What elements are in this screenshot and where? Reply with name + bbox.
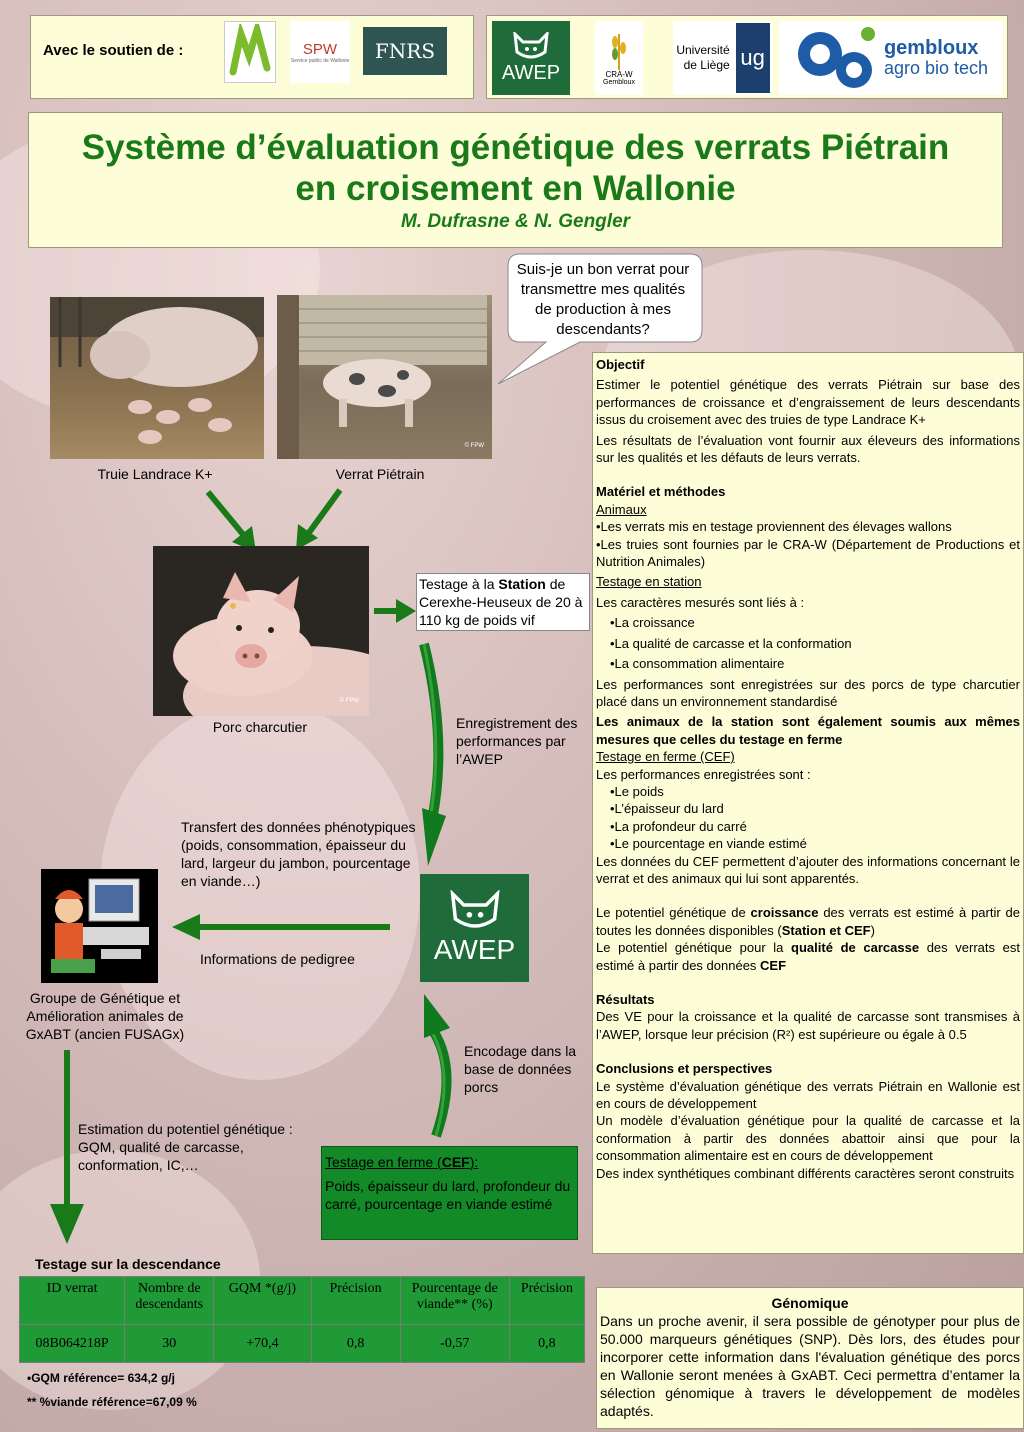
station-intro: Les caractères mesurés sont liés à :: [596, 594, 805, 610]
genomique-title: Génomique: [771, 1295, 849, 1311]
station-text-pre: Testage à la: [419, 576, 499, 592]
cef-item: •Le poids: [610, 783, 664, 799]
pig-photo-copyright: © FPW: [339, 698, 359, 704]
spw-logo: [290, 21, 350, 83]
resultats-title: Résultats: [596, 992, 655, 1007]
table-cell: 0,8: [311, 1325, 400, 1363]
awep-logo: [492, 21, 570, 95]
conclusions-item: Des index synthétiques combinant différents caractères seront construits: [596, 1165, 1015, 1181]
animaux-item: •Les truies sont fournies par le CRA-W (Département de Productions et Nutrition Animales): [596, 536, 1020, 570]
table-note-1: •GQM référence= 634,2 g/j: [27, 1371, 175, 1385]
station-item: •La croissance: [610, 615, 695, 631]
cef-title: Testage en ferme (CEF): [596, 749, 735, 765]
cef-title-pre: Testage en ferme (: [325, 1154, 442, 1170]
fattening-pig-photo: [153, 546, 369, 716]
fnrs-logo: [363, 27, 447, 75]
gembloux-mark-icon: [794, 24, 878, 92]
objectif-p1: Estimer le potentiel génétique des verrats Piétrain sur base des performances de croissance et d’engraissement de leurs descendants issus du croisement avec des truies de type Landrace K+: [596, 377, 1020, 428]
title-line-2: en croisement en Wallonie: [295, 169, 736, 208]
resultats-paragraph: Des VE pour la croissance et la qualité de carcasse sont transmises à l’AWEP, lorsque leur précision (R²) est supérieure ou égale à 0.5: [596, 1009, 1020, 1042]
ulg-text-2: de Liège: [683, 58, 730, 72]
table-cell: 0,8: [509, 1325, 584, 1363]
pig-face-icon: [511, 32, 551, 62]
ulg-text-1: Université: [676, 43, 730, 57]
station-bold: Les animaux de la station sont également soumis aux mêmes mesures que celles du testage en ferme: [596, 714, 1020, 747]
pg2-b: qualité de carcasse: [791, 940, 920, 956]
encodage-label: Encodage dans la base de données porcs: [464, 1043, 577, 1095]
table-header-cell: Pourcentage de viande** (%): [400, 1277, 509, 1325]
table-note-2: ** %viande référence=67,09 %: [27, 1395, 197, 1409]
cef-title-post: ):: [469, 1154, 479, 1170]
cef-item: •La profondeur du carré: [610, 818, 747, 834]
gembloux-logo: [779, 21, 1003, 95]
table-title: Testage sur la descendance: [35, 1256, 221, 1272]
station-item: •La consommation alimentaire: [610, 656, 785, 672]
pg2-c: des verrats est estimé à partir des données: [596, 940, 1020, 973]
craw-logo: [595, 21, 643, 95]
conclusions-title: Conclusions et perspectives: [596, 1061, 773, 1077]
boar-photo: [277, 295, 492, 459]
table-header-row: [20, 1277, 585, 1325]
craw-subtext: Gembloux: [603, 79, 635, 86]
pedigree-label: Informations de pedigree: [200, 951, 355, 967]
spw-text: SPW: [302, 40, 338, 58]
arrow-boar-to-pig: [286, 484, 356, 554]
computer-illustration: [41, 869, 158, 983]
genomique-panel: [596, 1287, 1024, 1429]
table-cell: +70,4: [214, 1325, 311, 1363]
support-label: Avec le soutien de :: [43, 42, 184, 59]
awep-flow-logo: [420, 874, 529, 982]
cef-box-title: [325, 1153, 574, 1171]
station-text-post: de Cerexhe-Heuseux de 20 à 110 kg de poids vif: [419, 576, 583, 628]
cef-item: •Le pourcentage en viande estimé: [610, 836, 807, 852]
title-panel: [28, 112, 1003, 248]
table-cell: 30: [125, 1325, 214, 1363]
cef-title-bold: CEF: [441, 1154, 470, 1170]
conclusions-item: Le système d’évaluation génétique des verrats Piétrain en Wallonie est en cours de développement: [596, 1078, 1020, 1112]
cef-box: [321, 1146, 578, 1240]
pg1-c: des verrats est estimé à partir de toutes les données disponibles (: [596, 905, 1020, 938]
arrow-pig-to-station: [374, 596, 416, 626]
table-header-cell: Précision: [311, 1277, 400, 1325]
awep-flow-text: AWEP: [433, 934, 516, 965]
table-cell: -0,57: [400, 1325, 509, 1363]
partner-panel: [486, 15, 1008, 99]
descendance-table: [19, 1276, 585, 1363]
craw-text: CRA-W: [605, 70, 633, 79]
poster-title: [29, 127, 1002, 209]
pig-face-icon: [447, 890, 503, 934]
enregistrement-label: Enregistrement des performances par l’AWEP: [456, 715, 578, 767]
sow-photo: [50, 297, 264, 459]
animaux-item: •Les verrats mis en testage proviennent des élevages wallons: [596, 519, 952, 535]
potentiel-croissance: [596, 904, 1020, 939]
station-title: Testage en station: [596, 574, 702, 590]
pg1-a: Le potentiel génétique de: [596, 905, 751, 921]
objectif-p2: Les résultats de l’évaluation vont fournir aux éleveurs des informations sur les qualités et les défauts de leurs verrats.: [596, 432, 1020, 466]
boar-photo-copyright: © FPW: [464, 443, 484, 449]
potentiel-carcasse: [596, 939, 1020, 974]
gembloux-text-1: gembloux: [883, 37, 979, 59]
curved-arrow-up: [420, 992, 464, 1142]
cef-box-body: Poids, épaisseur du lard, profondeur du carré, pourcentage en viande estimé: [325, 1178, 571, 1212]
sponsor-panel: [30, 15, 474, 99]
sow-caption: Truie Landrace K+: [97, 466, 213, 482]
station-paragraph: Les performances sont enregistrées sur des porcs de type charcutier placé dans un environnement standardisé: [596, 676, 1020, 709]
genomique-body: Dans un proche avenir, il sera possible de génotyper pour plus de 50.000 marqueurs génétiques (SNP). Dès lors, des études pour incorporer cette information dans l'évaluation génétique des porcs en Wallonie seront menées à GxABT. Ceci permettra d’entamer la sélection génomique à travers le développement de modèles adaptés.: [600, 1313, 1020, 1419]
estimation-label: Estimation du potentiel génétique : GQM, qualité de carcasse, conformation, IC,…: [78, 1121, 293, 1173]
wheat-icon: [607, 30, 631, 70]
table-header-cell: Nombre de descendants: [125, 1277, 214, 1325]
pg2-d: CEF: [760, 957, 787, 973]
table-header-cell: GQM *(g/j): [214, 1277, 311, 1325]
pig-caption: Porc charcutier: [212, 719, 308, 735]
awep-text: AWEP: [501, 61, 561, 84]
table-cell: 08B064218P: [20, 1325, 125, 1363]
animaux-title: Animaux: [596, 501, 647, 517]
pg1-d: Station et CEF: [781, 922, 871, 938]
table-row: [20, 1325, 585, 1363]
authors: M. Dufrasne & N. Gengler: [400, 211, 631, 232]
station-box: [416, 573, 590, 631]
boar-caption: Verrat Piétrain: [335, 466, 425, 482]
transfert-label: Transfert des données phénotypiques (poids, consommation, épaisseur du lard, largeur du jambon, pourcentage en viande…): [181, 819, 416, 889]
mm-title: Matériel et méthodes: [596, 484, 726, 500]
cef-paragraph: Les données du CEF permettent d’ajouter des informations concernant le verrat et des animaux qui lui sont apparentés.: [596, 853, 1020, 886]
table-header-cell: Précision: [509, 1277, 584, 1325]
wallonie-logo: [224, 21, 276, 83]
ulg-mark-icon: ug: [736, 23, 770, 93]
title-line-1: Système d’évaluation génétique des verrats Piétrain: [81, 128, 950, 167]
table-header-cell: ID verrat: [20, 1277, 125, 1325]
pg1-e: ): [870, 922, 875, 938]
pg2-a: Le potentiel génétique pour la: [596, 940, 792, 956]
objectif-title: Objectif: [596, 357, 645, 372]
spw-subtext: Service public de Wallonie: [290, 57, 350, 64]
fnrs-text: FNRS: [374, 39, 436, 63]
station-text-bold: Station: [498, 576, 546, 592]
arrow-awep-to-computer: [168, 912, 390, 942]
cef-intro: Les performances enregistrées sont :: [596, 766, 811, 782]
pg1-b: croissance: [750, 905, 819, 921]
ulg-logo: [673, 21, 773, 95]
computer-caption: Groupe de Génétique et Amélioration animales de GxABT (ancien FUSAGx): [25, 990, 185, 1042]
cef-item: •L’épaisseur du lard: [610, 801, 724, 817]
station-item: •La qualité de carcasse et la conformation: [610, 635, 852, 651]
conclusions-item: Un modèle d’évaluation génétique pour la qualité de carcasse et la conformation à partir des données abattoir ainsi que pour la consommation alimentaire est en cours de développement: [596, 1113, 1020, 1164]
gembloux-text-2: agro bio tech: [883, 58, 989, 78]
speech-bubble-text: Suis-je un bon verrat pour transmettre mes qualités de production à mes descendants?: [516, 261, 690, 338]
text-panel: [592, 352, 1024, 1254]
